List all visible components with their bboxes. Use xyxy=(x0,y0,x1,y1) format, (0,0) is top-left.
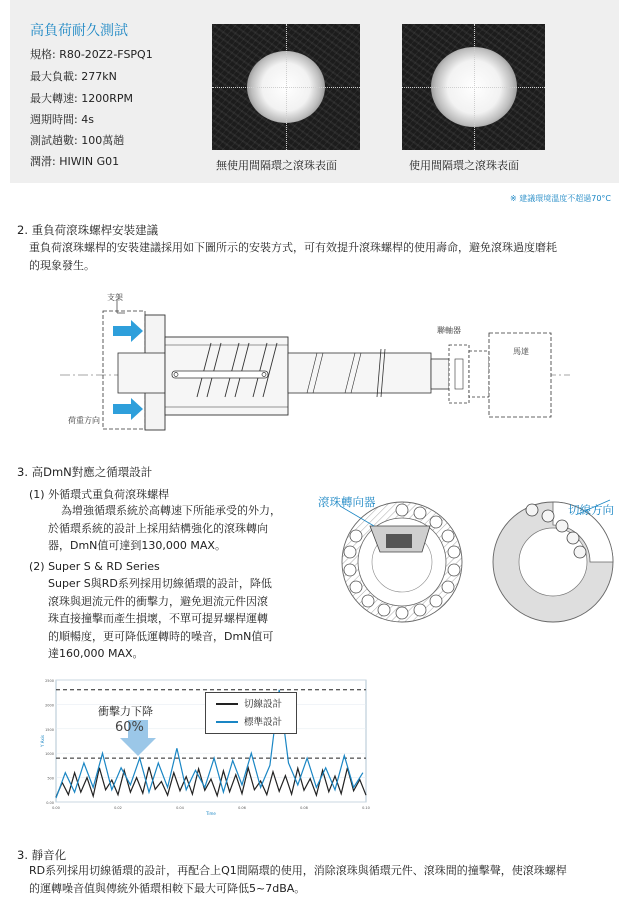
coupling-shaft xyxy=(431,359,449,389)
x-tick-label: 0.02 xyxy=(114,806,122,810)
section-2-title: 2. 重負荷滾珠螺桿安裝建議 xyxy=(17,223,159,237)
callout-tangent: 切線方向 xyxy=(568,503,614,517)
label-coupling: 聯軸器 xyxy=(437,326,461,335)
subsection-2-line: 珠直接撞擊而產生損壞，不單可提昇螺桿運轉 xyxy=(48,612,268,625)
subsection-1-title: (1) 外循環式重負荷滾珠螺桿 xyxy=(29,488,170,501)
x-tick-label: 0.10 xyxy=(362,806,370,810)
section-3-title: 3. 高DmN對應之循環設計 xyxy=(17,465,153,479)
legend-swatch-standard xyxy=(216,721,238,723)
installation-diagram xyxy=(55,285,575,435)
section-silent-line: RD系列採用切線循環的設計，再配合上Q1間隔環的使用，消除滾珠與循環元件、滾珠間的撞擊聲，使滾珠螺桿 xyxy=(29,864,567,877)
load-arrow-top xyxy=(113,320,143,342)
shaft-end xyxy=(118,353,165,393)
chart-legend xyxy=(205,692,297,734)
spec-panel-title: 高負荷耐久測試 xyxy=(30,23,128,39)
external-deflector-diagram xyxy=(340,502,462,622)
spec-max-load: 最大負載: 277kN xyxy=(30,70,117,83)
caption-with-spacer: 使用間隔環之滾珠表面 xyxy=(409,159,519,172)
x-tick-label: 0.00 xyxy=(52,806,60,810)
spec-test-cycles: 測試趟數: 100萬趟 xyxy=(30,134,125,147)
spec-model: 規格: R80-20Z2-FSPQ1 xyxy=(30,48,153,61)
impact-reduction-percent: 60% xyxy=(115,720,144,735)
section-2-body-line: 重負荷滾珠螺桿的安裝建議採用如下圖所示的安裝方式，可有效提升滾珠螺桿的使用壽命，避免滾珠過度磨耗 xyxy=(29,241,557,254)
x-axis-label: Time xyxy=(206,811,216,816)
temperature-note: ※ 建議環境溫度不超過70°C xyxy=(509,194,611,203)
subsection-2-title: (2) Super S & RD Series xyxy=(29,560,160,573)
section-silent-line: 的運轉噪音值與傳統外循環相較下最大可降低5~7dBA。 xyxy=(29,881,306,895)
ball-surface-photo-with-spacer xyxy=(402,24,545,150)
legend-tangent: 切線設計 xyxy=(244,699,283,710)
y-tick-label: 2000 xyxy=(45,703,54,708)
subsection-1-line: 為增強循環系統於高轉速下所能承受的外力， xyxy=(61,504,281,517)
impact-reduction-label: 衝擊力下降 xyxy=(98,705,153,718)
spec-cycle-time: 週期時間: 4s xyxy=(30,113,94,126)
subsection-2-line: 達160,000 MAX。 xyxy=(48,647,144,660)
y-tick-label: 2500 xyxy=(45,679,54,683)
y-tick-label: 500 xyxy=(47,776,54,781)
label-load-direction: 荷重方向 xyxy=(68,416,100,425)
x-tick-label: 0.06 xyxy=(238,806,246,810)
subsection-2-line: Super S與RD系列採用切線循環的設計，降低 xyxy=(48,577,272,590)
y-tick-label: 1000 xyxy=(45,752,54,757)
x-tick-label: 0.08 xyxy=(300,806,308,810)
section-2-body-line: 的現象發生。 xyxy=(29,258,95,272)
subsection-1-line: 器，DmN值可達到130,000 MAX。 xyxy=(48,539,226,552)
return-tube xyxy=(172,371,268,378)
load-arrow-bottom xyxy=(113,398,143,420)
subsection-1-body xyxy=(48,502,308,555)
tangent-design-diagram xyxy=(493,500,613,622)
subsection-1-line: 於循環系統的設計上採用結構強化的滾珠轉向 xyxy=(48,521,268,535)
y-tick-label: 1500 xyxy=(45,727,54,732)
x-tick-label: 0.04 xyxy=(176,806,184,810)
subsection-2-line: 的順暢度，更可降低運轉時的噪音，DmN值可 xyxy=(48,629,274,643)
legend-standard: 標準設計 xyxy=(244,717,283,728)
subsection-2-line: 滾珠與迴流元件的衝擊力，避免迴流元件因滾 xyxy=(48,594,268,608)
legend-swatch-tangent xyxy=(216,703,238,705)
y-axis-label: Y Axis xyxy=(40,734,45,748)
callout-deflector: 滾珠轉向器 xyxy=(318,495,376,509)
subsection-2-body xyxy=(48,575,308,663)
spec-lubrication: 潤滑: HIWIN G01 xyxy=(30,155,120,168)
section-silent-title: 3. 靜音化 xyxy=(17,848,67,862)
label-support: 支架 xyxy=(107,293,123,302)
caption-without-spacer: 無使用間隔環之滾珠表面 xyxy=(216,159,337,172)
spec-max-speed: 最大轉速: 1200RPM xyxy=(30,92,133,105)
section-silent-body xyxy=(29,862,624,897)
section-2-body xyxy=(29,239,621,274)
label-motor: 馬達 xyxy=(513,347,529,356)
y-tick-label: 0.00 xyxy=(46,801,54,805)
ball-surface-photo-without-spacer xyxy=(212,24,360,150)
